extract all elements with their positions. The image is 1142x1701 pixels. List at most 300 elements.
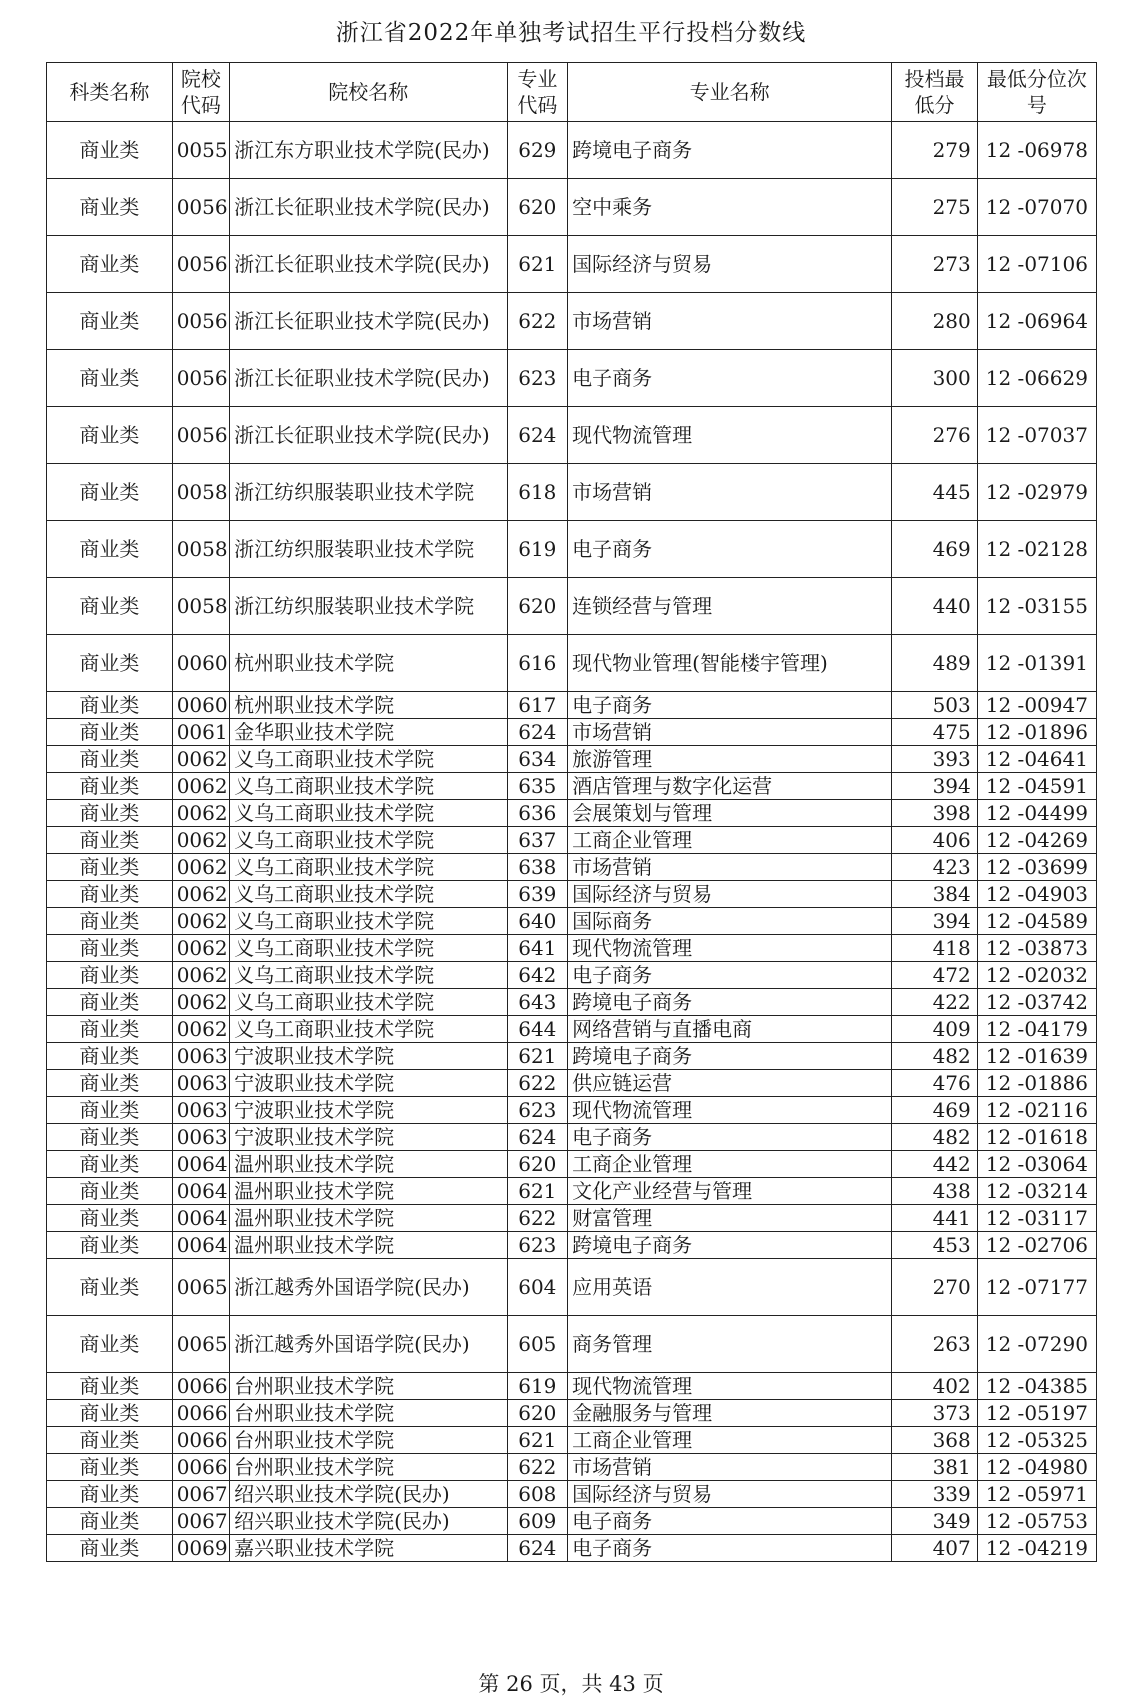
cell-school-name: 义乌工商职业技术学院	[230, 908, 507, 935]
cell-major-name: 跨境电子商务	[568, 1232, 892, 1259]
cell-school-code: 0064	[172, 1151, 229, 1178]
cell-major-name: 国际经济与贸易	[568, 881, 892, 908]
cell-major-name: 国际商务	[568, 908, 892, 935]
cell-school-name: 浙江纺织服装职业技术学院	[230, 578, 507, 635]
cell-min-score: 475	[892, 719, 978, 746]
cell-category: 商业类	[47, 1427, 173, 1454]
cell-school-name: 义乌工商职业技术学院	[230, 800, 507, 827]
cell-min-rank: 12 -07070	[977, 179, 1096, 236]
cell-major-name: 电子商务	[568, 1508, 892, 1535]
cell-school-code: 0062	[172, 746, 229, 773]
header-school-code: 院校代码	[172, 63, 229, 122]
cell-school-code: 0058	[172, 464, 229, 521]
cell-min-score: 441	[892, 1205, 978, 1232]
cell-school-name: 义乌工商职业技术学院	[230, 989, 507, 1016]
cell-min-rank: 12 -07290	[977, 1316, 1096, 1373]
cell-min-rank: 12 -00947	[977, 692, 1096, 719]
cell-school-code: 0056	[172, 407, 229, 464]
cell-major-name: 市场营销	[568, 719, 892, 746]
cell-category: 商业类	[47, 1070, 173, 1097]
cell-major-name: 市场营销	[568, 293, 892, 350]
cell-school-name: 温州职业技术学院	[230, 1178, 507, 1205]
cell-min-score: 393	[892, 746, 978, 773]
header-major-name: 专业名称	[568, 63, 892, 122]
cell-category: 商业类	[47, 881, 173, 908]
cell-school-code: 0061	[172, 719, 229, 746]
cell-school-code: 0060	[172, 692, 229, 719]
cell-major-name: 连锁经营与管理	[568, 578, 892, 635]
cell-min-score: 482	[892, 1043, 978, 1070]
table-row	[47, 1373, 1097, 1400]
table-row	[47, 521, 1097, 578]
cell-min-rank: 12 -04499	[977, 800, 1096, 827]
cell-min-rank: 12 -04591	[977, 773, 1096, 800]
cell-min-rank: 12 -05753	[977, 1508, 1096, 1535]
cell-school-name: 台州职业技术学院	[230, 1400, 507, 1427]
cell-category: 商业类	[47, 1043, 173, 1070]
cell-school-code: 0058	[172, 578, 229, 635]
cell-min-score: 394	[892, 773, 978, 800]
cell-category: 商业类	[47, 236, 173, 293]
cell-major-code: 619	[507, 521, 568, 578]
cell-major-code: 624	[507, 407, 568, 464]
cell-major-name: 跨境电子商务	[568, 1043, 892, 1070]
cell-school-name: 义乌工商职业技术学院	[230, 962, 507, 989]
cell-school-code: 0063	[172, 1070, 229, 1097]
cell-school-code: 0064	[172, 1232, 229, 1259]
cell-min-score: 453	[892, 1232, 978, 1259]
cell-min-score: 489	[892, 635, 978, 692]
cell-category: 商业类	[47, 746, 173, 773]
cell-category: 商业类	[47, 1373, 173, 1400]
cell-school-code: 0063	[172, 1124, 229, 1151]
cell-major-name: 跨境电子商务	[568, 122, 892, 179]
cell-category: 商业类	[47, 1178, 173, 1205]
cell-school-name: 金华职业技术学院	[230, 719, 507, 746]
cell-min-score: 445	[892, 464, 978, 521]
table-row	[47, 908, 1097, 935]
cell-min-score: 472	[892, 962, 978, 989]
cell-school-code: 0056	[172, 293, 229, 350]
cell-min-score: 503	[892, 692, 978, 719]
cell-major-code: 637	[507, 827, 568, 854]
cell-major-name: 供应链运营	[568, 1070, 892, 1097]
cell-major-code: 618	[507, 464, 568, 521]
cell-school-name: 义乌工商职业技术学院	[230, 854, 507, 881]
table-row	[47, 1427, 1097, 1454]
cell-major-code: 634	[507, 746, 568, 773]
cell-major-name: 电子商务	[568, 1124, 892, 1151]
cell-major-name: 旅游管理	[568, 746, 892, 773]
cell-school-code: 0062	[172, 827, 229, 854]
cell-min-score: 368	[892, 1427, 978, 1454]
cell-min-score: 409	[892, 1016, 978, 1043]
cell-category: 商业类	[47, 1205, 173, 1232]
cell-school-code: 0062	[172, 881, 229, 908]
cell-major-code: 635	[507, 773, 568, 800]
cell-min-score: 418	[892, 935, 978, 962]
cell-school-name: 绍兴职业技术学院(民办)	[230, 1481, 507, 1508]
cell-category: 商业类	[47, 1232, 173, 1259]
cell-major-code: 638	[507, 854, 568, 881]
cell-min-score: 423	[892, 854, 978, 881]
cell-min-rank: 12 -07037	[977, 407, 1096, 464]
cell-category: 商业类	[47, 1400, 173, 1427]
cell-min-score: 275	[892, 179, 978, 236]
cell-major-code: 621	[507, 1427, 568, 1454]
table-row	[47, 1535, 1097, 1562]
header-min-score: 投档最低分	[892, 63, 978, 122]
cell-major-name: 现代物流管理	[568, 407, 892, 464]
cell-school-code: 0062	[172, 1016, 229, 1043]
cell-major-code: 629	[507, 122, 568, 179]
cell-school-code: 0062	[172, 908, 229, 935]
table-row	[47, 1043, 1097, 1070]
cell-min-score: 469	[892, 521, 978, 578]
table-row	[47, 236, 1097, 293]
cell-school-name: 浙江长征职业技术学院(民办)	[230, 407, 507, 464]
cell-school-code: 0056	[172, 179, 229, 236]
cell-category: 商业类	[47, 179, 173, 236]
cell-school-code: 0062	[172, 854, 229, 881]
cell-category: 商业类	[47, 1535, 173, 1562]
cell-major-name: 电子商务	[568, 962, 892, 989]
cell-category: 商业类	[47, 1259, 173, 1316]
cell-school-name: 义乌工商职业技术学院	[230, 881, 507, 908]
cell-major-code: 620	[507, 179, 568, 236]
cell-school-name: 台州职业技术学院	[230, 1454, 507, 1481]
table-header-row	[47, 63, 1097, 122]
cell-min-rank: 12 -03214	[977, 1178, 1096, 1205]
cell-min-rank: 12 -01886	[977, 1070, 1096, 1097]
cell-major-code: 617	[507, 692, 568, 719]
cell-school-name: 浙江东方职业技术学院(民办)	[230, 122, 507, 179]
cell-min-score: 469	[892, 1097, 978, 1124]
cell-min-score: 398	[892, 800, 978, 827]
cell-school-name: 宁波职业技术学院	[230, 1097, 507, 1124]
score-table	[46, 62, 1097, 1562]
cell-school-name: 杭州职业技术学院	[230, 692, 507, 719]
cell-major-code: 620	[507, 578, 568, 635]
cell-school-name: 宁波职业技术学院	[230, 1043, 507, 1070]
cell-school-code: 0060	[172, 635, 229, 692]
cell-major-name: 市场营销	[568, 464, 892, 521]
table-row	[47, 881, 1097, 908]
cell-major-name: 会展策划与管理	[568, 800, 892, 827]
table-row	[47, 773, 1097, 800]
cell-school-code: 0064	[172, 1178, 229, 1205]
cell-school-code: 0069	[172, 1535, 229, 1562]
cell-school-code: 0065	[172, 1316, 229, 1373]
header-school-name: 院校名称	[230, 63, 507, 122]
cell-school-name: 台州职业技术学院	[230, 1373, 507, 1400]
table-row	[47, 293, 1097, 350]
cell-major-code: 619	[507, 1373, 568, 1400]
cell-major-name: 电子商务	[568, 521, 892, 578]
cell-major-code: 624	[507, 1124, 568, 1151]
cell-major-name: 市场营销	[568, 854, 892, 881]
table-row	[47, 407, 1097, 464]
cell-category: 商业类	[47, 854, 173, 881]
cell-major-name: 市场营销	[568, 1454, 892, 1481]
page-title: 浙江省2022年单独考试招生平行投档分数线	[335, 20, 807, 46]
cell-school-name: 义乌工商职业技术学院	[230, 935, 507, 962]
cell-school-name: 温州职业技术学院	[230, 1232, 507, 1259]
cell-min-score: 263	[892, 1316, 978, 1373]
cell-major-name: 文化产业经营与管理	[568, 1178, 892, 1205]
cell-min-rank: 12 -05325	[977, 1427, 1096, 1454]
cell-school-code: 0067	[172, 1508, 229, 1535]
table-row	[47, 1178, 1097, 1205]
cell-min-rank: 12 -02979	[977, 464, 1096, 521]
cell-school-name: 嘉兴职业技术学院	[230, 1535, 507, 1562]
cell-school-name: 台州职业技术学院	[230, 1427, 507, 1454]
cell-min-rank: 12 -03699	[977, 854, 1096, 881]
cell-min-score: 280	[892, 293, 978, 350]
cell-school-name: 绍兴职业技术学院(民办)	[230, 1508, 507, 1535]
cell-major-name: 现代物业管理(智能楼宇管理)	[568, 635, 892, 692]
cell-school-name: 浙江长征职业技术学院(民办)	[230, 236, 507, 293]
table-row	[47, 692, 1097, 719]
cell-min-rank: 12 -04219	[977, 1535, 1096, 1562]
cell-min-score: 349	[892, 1508, 978, 1535]
cell-category: 商业类	[47, 827, 173, 854]
table-row	[47, 935, 1097, 962]
cell-min-rank: 12 -03742	[977, 989, 1096, 1016]
table-row	[47, 1400, 1097, 1427]
cell-category: 商业类	[47, 773, 173, 800]
cell-min-rank: 12 -04269	[977, 827, 1096, 854]
cell-major-name: 应用英语	[568, 1259, 892, 1316]
cell-major-code: 621	[507, 236, 568, 293]
cell-school-name: 宁波职业技术学院	[230, 1070, 507, 1097]
table-row	[47, 1016, 1097, 1043]
cell-major-name: 电子商务	[568, 692, 892, 719]
cell-major-code: 609	[507, 1508, 568, 1535]
table-row	[47, 989, 1097, 1016]
cell-category: 商业类	[47, 692, 173, 719]
cell-major-code: 623	[507, 350, 568, 407]
cell-min-score: 482	[892, 1124, 978, 1151]
cell-min-score: 394	[892, 908, 978, 935]
cell-major-name: 现代物流管理	[568, 1373, 892, 1400]
cell-major-name: 商务管理	[568, 1316, 892, 1373]
cell-min-rank: 12 -06978	[977, 122, 1096, 179]
table-row	[47, 719, 1097, 746]
cell-school-code: 0062	[172, 935, 229, 962]
table-row	[47, 854, 1097, 881]
cell-category: 商业类	[47, 719, 173, 746]
cell-major-code: 641	[507, 935, 568, 962]
cell-category: 商业类	[47, 122, 173, 179]
cell-min-score: 422	[892, 989, 978, 1016]
cell-school-code: 0065	[172, 1259, 229, 1316]
table-row	[47, 179, 1097, 236]
cell-major-name: 国际经济与贸易	[568, 236, 892, 293]
table-row	[47, 122, 1097, 179]
cell-school-code: 0063	[172, 1097, 229, 1124]
cell-min-score: 438	[892, 1178, 978, 1205]
table-row	[47, 464, 1097, 521]
cell-major-name: 工商企业管理	[568, 1151, 892, 1178]
cell-category: 商业类	[47, 635, 173, 692]
cell-category: 商业类	[47, 908, 173, 935]
cell-min-score: 442	[892, 1151, 978, 1178]
table-row	[47, 635, 1097, 692]
cell-category: 商业类	[47, 935, 173, 962]
cell-school-name: 杭州职业技术学院	[230, 635, 507, 692]
table-row	[47, 800, 1097, 827]
cell-min-rank: 12 -04641	[977, 746, 1096, 773]
cell-min-rank: 12 -02128	[977, 521, 1096, 578]
cell-min-rank: 12 -06964	[977, 293, 1096, 350]
cell-major-code: 639	[507, 881, 568, 908]
cell-major-code: 622	[507, 1205, 568, 1232]
cell-school-name: 浙江长征职业技术学院(民办)	[230, 293, 507, 350]
cell-school-code: 0064	[172, 1205, 229, 1232]
cell-major-name: 财富管理	[568, 1205, 892, 1232]
cell-school-name: 义乌工商职业技术学院	[230, 746, 507, 773]
table-row	[47, 1454, 1097, 1481]
table-row	[47, 1205, 1097, 1232]
cell-school-name: 浙江纺织服装职业技术学院	[230, 464, 507, 521]
cell-min-score: 339	[892, 1481, 978, 1508]
cell-min-score: 476	[892, 1070, 978, 1097]
cell-min-rank: 12 -02032	[977, 962, 1096, 989]
cell-school-code: 0067	[172, 1481, 229, 1508]
cell-school-name: 浙江越秀外国语学院(民办)	[230, 1259, 507, 1316]
cell-major-name: 电子商务	[568, 350, 892, 407]
cell-category: 商业类	[47, 962, 173, 989]
cell-major-code: 624	[507, 719, 568, 746]
cell-school-name: 浙江越秀外国语学院(民办)	[230, 1316, 507, 1373]
cell-min-rank: 12 -04179	[977, 1016, 1096, 1043]
cell-category: 商业类	[47, 1481, 173, 1508]
cell-min-rank: 12 -01618	[977, 1124, 1096, 1151]
cell-major-name: 工商企业管理	[568, 827, 892, 854]
cell-category: 商业类	[47, 407, 173, 464]
cell-min-rank: 12 -04589	[977, 908, 1096, 935]
cell-min-score: 406	[892, 827, 978, 854]
cell-major-name: 电子商务	[568, 1535, 892, 1562]
cell-min-rank: 12 -03873	[977, 935, 1096, 962]
cell-min-rank: 12 -02116	[977, 1097, 1096, 1124]
cell-school-code: 0055	[172, 122, 229, 179]
table-row	[47, 1481, 1097, 1508]
cell-school-name: 义乌工商职业技术学院	[230, 1016, 507, 1043]
cell-category: 商业类	[47, 1151, 173, 1178]
cell-min-score: 381	[892, 1454, 978, 1481]
cell-major-code: 622	[507, 293, 568, 350]
cell-school-code: 0066	[172, 1400, 229, 1427]
cell-school-code: 0066	[172, 1373, 229, 1400]
cell-school-name: 宁波职业技术学院	[230, 1124, 507, 1151]
cell-major-name: 跨境电子商务	[568, 989, 892, 1016]
cell-min-rank: 12 -06629	[977, 350, 1096, 407]
cell-school-code: 0063	[172, 1043, 229, 1070]
cell-major-code: 621	[507, 1043, 568, 1070]
cell-min-rank: 12 -03155	[977, 578, 1096, 635]
cell-min-rank: 12 -01391	[977, 635, 1096, 692]
cell-major-code: 643	[507, 989, 568, 1016]
table-row	[47, 578, 1097, 635]
cell-school-name: 浙江纺织服装职业技术学院	[230, 521, 507, 578]
cell-min-rank: 12 -07177	[977, 1259, 1096, 1316]
cell-category: 商业类	[47, 521, 173, 578]
cell-min-rank: 12 -05971	[977, 1481, 1096, 1508]
cell-school-code: 0062	[172, 800, 229, 827]
cell-min-rank: 12 -04903	[977, 881, 1096, 908]
cell-category: 商业类	[47, 1124, 173, 1151]
cell-school-code: 0058	[172, 521, 229, 578]
cell-category: 商业类	[47, 800, 173, 827]
cell-category: 商业类	[47, 1508, 173, 1535]
cell-major-code: 623	[507, 1232, 568, 1259]
cell-school-code: 0056	[172, 236, 229, 293]
cell-major-code: 616	[507, 635, 568, 692]
cell-school-code: 0066	[172, 1427, 229, 1454]
cell-school-code: 0066	[172, 1454, 229, 1481]
cell-min-rank: 12 -05197	[977, 1400, 1096, 1427]
cell-min-score: 384	[892, 881, 978, 908]
table-row	[47, 1259, 1097, 1316]
cell-category: 商业类	[47, 293, 173, 350]
cell-major-name: 酒店管理与数字化运营	[568, 773, 892, 800]
cell-school-name: 义乌工商职业技术学院	[230, 773, 507, 800]
cell-category: 商业类	[47, 1454, 173, 1481]
cell-min-rank: 12 -03064	[977, 1151, 1096, 1178]
header-category: 科类名称	[47, 63, 173, 122]
table-row	[47, 962, 1097, 989]
cell-min-score: 440	[892, 578, 978, 635]
cell-major-code: 622	[507, 1454, 568, 1481]
table-row	[47, 1151, 1097, 1178]
cell-major-name: 现代物流管理	[568, 935, 892, 962]
cell-major-code: 621	[507, 1178, 568, 1205]
cell-category: 商业类	[47, 1316, 173, 1373]
cell-major-code: 624	[507, 1535, 568, 1562]
table-row	[47, 1124, 1097, 1151]
cell-major-name: 国际经济与贸易	[568, 1481, 892, 1508]
cell-major-name: 工商企业管理	[568, 1427, 892, 1454]
cell-major-name: 现代物流管理	[568, 1097, 892, 1124]
cell-min-rank: 12 -01639	[977, 1043, 1096, 1070]
table-row	[47, 746, 1097, 773]
cell-school-name: 浙江长征职业技术学院(民办)	[230, 179, 507, 236]
cell-school-code: 0056	[172, 350, 229, 407]
cell-major-code: 604	[507, 1259, 568, 1316]
cell-major-code: 620	[507, 1151, 568, 1178]
cell-major-code: 644	[507, 1016, 568, 1043]
cell-school-name: 温州职业技术学院	[230, 1151, 507, 1178]
header-major-code: 专业代码	[507, 63, 568, 122]
cell-min-score: 276	[892, 407, 978, 464]
cell-major-code: 642	[507, 962, 568, 989]
cell-min-rank: 12 -03117	[977, 1205, 1096, 1232]
cell-min-rank: 12 -02706	[977, 1232, 1096, 1259]
table-row	[47, 1232, 1097, 1259]
cell-major-code: 636	[507, 800, 568, 827]
cell-school-name: 浙江长征职业技术学院(民办)	[230, 350, 507, 407]
cell-major-name: 金融服务与管理	[568, 1400, 892, 1427]
cell-major-code: 608	[507, 1481, 568, 1508]
cell-school-code: 0062	[172, 989, 229, 1016]
cell-min-rank: 12 -01896	[977, 719, 1096, 746]
cell-category: 商业类	[47, 464, 173, 521]
cell-category: 商业类	[47, 1016, 173, 1043]
cell-min-score: 402	[892, 1373, 978, 1400]
cell-min-score: 270	[892, 1259, 978, 1316]
